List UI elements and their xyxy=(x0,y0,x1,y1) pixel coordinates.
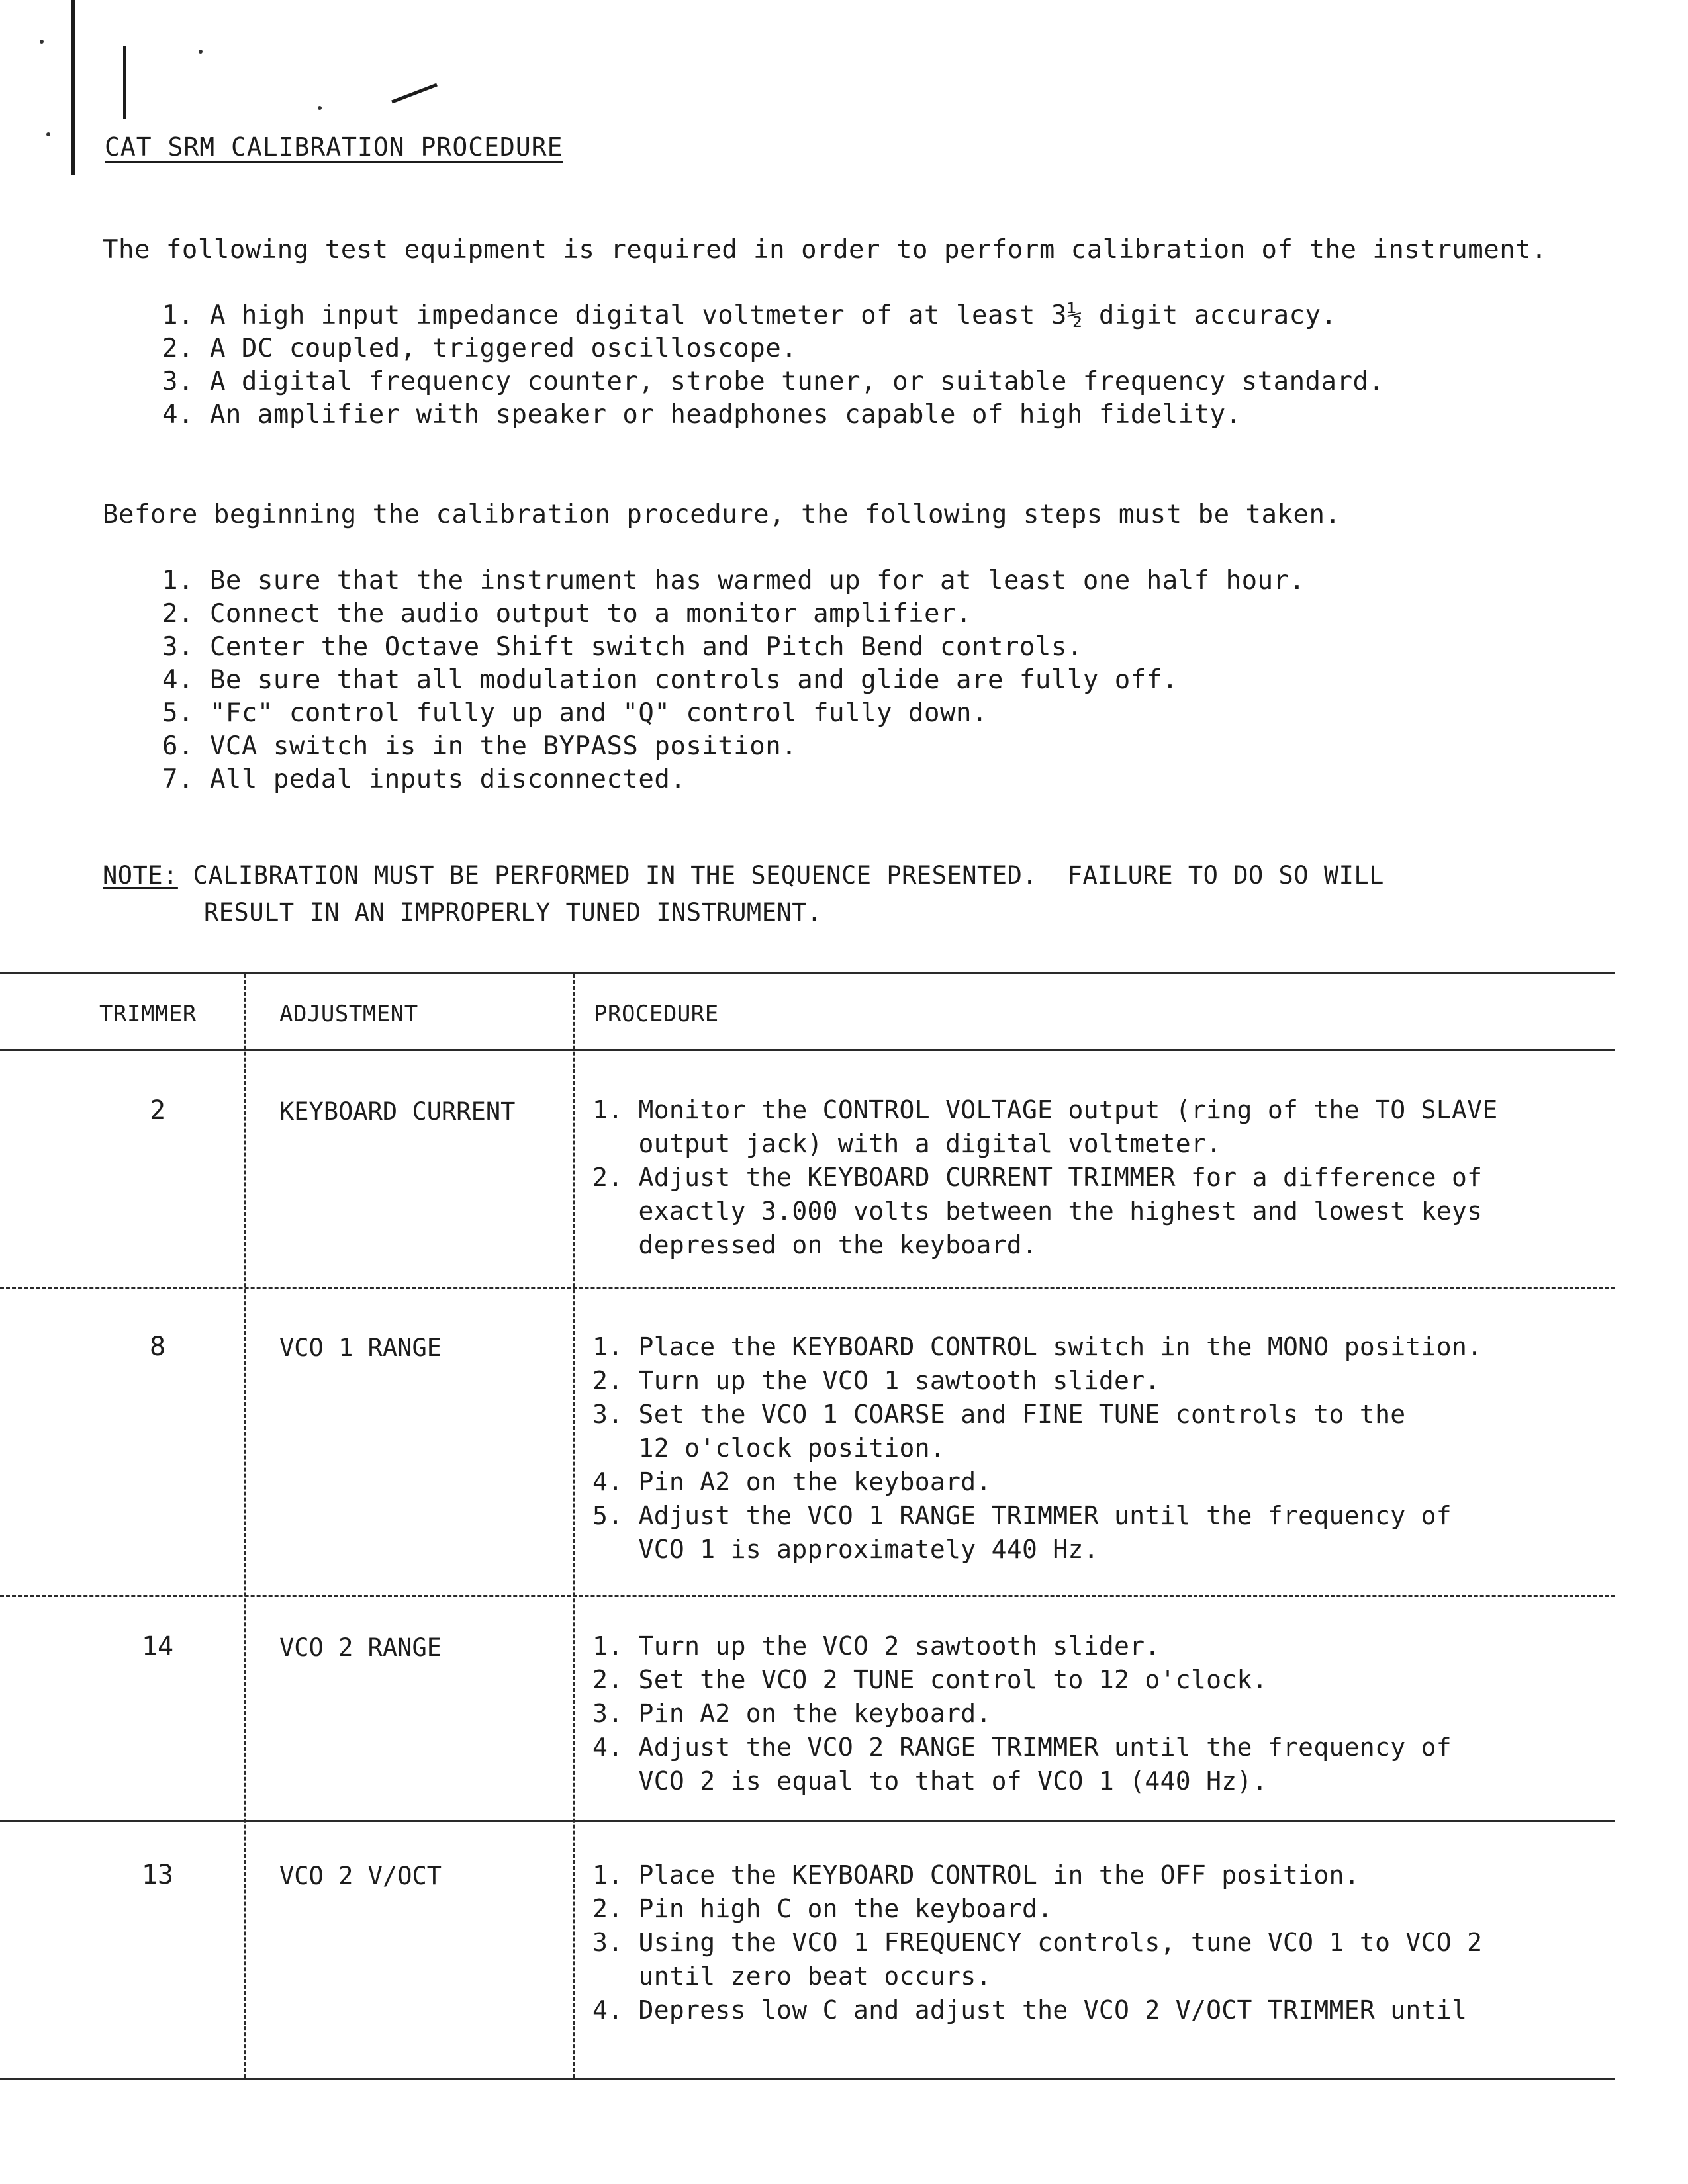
procedure-line: 1. Place the KEYBOARD CONTROL switch in the MONO position. xyxy=(592,1332,1483,1361)
list-item: 1. Be sure that the instrument has warmed up for at least one half hour. xyxy=(162,566,1305,596)
row-divider xyxy=(0,1820,1615,1822)
procedure-line: until zero beat occurs. xyxy=(592,1962,992,1991)
row-divider xyxy=(0,1595,1615,1597)
header-adjustment: ADJUSTMENT xyxy=(279,1001,418,1027)
trimmer-number: 2 xyxy=(149,1095,166,1126)
procedure-line: 3. Using the VCO 1 FREQUENCY controls, tune VCO 1 to VCO 2 xyxy=(592,1928,1483,1957)
column-divider xyxy=(573,974,575,2078)
procedure-line: depressed on the keyboard. xyxy=(592,1230,1038,1259)
list-item: 6. VCA switch is in the BYPASS position. xyxy=(162,731,798,761)
adjustment-name: VCO 2 RANGE xyxy=(279,1633,442,1662)
scan-speck xyxy=(46,132,50,136)
margin-mark xyxy=(123,46,126,119)
row-divider xyxy=(0,1287,1615,1289)
scan-speck xyxy=(318,106,322,110)
calibration-note xyxy=(103,857,1384,931)
adjustment-name: VCO 2 V/OCT xyxy=(279,1862,442,1890)
list-item: 1. A high input impedance digital voltmeter of at least 3½ digit accuracy. xyxy=(162,300,1337,330)
list-item: 3. Center the Octave Shift switch and Pitch Bend controls. xyxy=(162,632,1083,662)
procedure-line: VCO 2 is equal to that of VCO 1 (440 Hz). xyxy=(592,1766,1268,1796)
procedure-line: 4. Adjust the VCO 2 RANGE TRIMMER until the frequency of xyxy=(592,1733,1452,1762)
list-item: 2. A DC coupled, triggered oscilloscope. xyxy=(162,334,798,363)
column-divider xyxy=(244,974,246,2078)
note-label: NOTE: xyxy=(103,861,178,889)
table-top-rule xyxy=(0,972,1615,974)
procedure-steps xyxy=(592,1330,1599,1567)
trimmer-number: 8 xyxy=(149,1332,166,1362)
note-line-2: RESULT IN AN IMPROPERLY TUNED INSTRUMENT. xyxy=(204,898,822,927)
scan-speck xyxy=(199,50,203,54)
list-item: 3. A digital frequency counter, strobe tuner, or suitable frequency standard. xyxy=(162,367,1385,396)
procedure-steps xyxy=(592,1629,1599,1798)
procedure-line: 1. Place the KEYBOARD CONTROL in the OFF position. xyxy=(592,1860,1360,1889)
steps-list xyxy=(162,565,1305,796)
header-rule xyxy=(0,1049,1615,1051)
procedure-line: 2. Adjust the KEYBOARD CURRENT TRIMMER for a difference of xyxy=(592,1163,1483,1192)
procedure-line: 12 o'clock position. xyxy=(592,1433,946,1463)
procedure-line: 2. Set the VCO 2 TUNE control to 12 o'clock. xyxy=(592,1665,1268,1694)
procedure-line: 3. Set the VCO 1 COARSE and FINE TUNE controls to the xyxy=(592,1400,1406,1429)
list-item: 7. All pedal inputs disconnected. xyxy=(162,764,686,794)
procedure-line: VCO 1 is approximately 440 Hz. xyxy=(592,1535,1099,1564)
header-procedure: PROCEDURE xyxy=(594,1001,719,1027)
procedure-line: 5. Adjust the VCO 1 RANGE TRIMMER until the frequency of xyxy=(592,1501,1452,1530)
procedure-line: 2. Turn up the VCO 1 sawtooth slider. xyxy=(592,1366,1160,1395)
procedure-line: 4. Depress low C and adjust the VCO 2 V/OCT TRIMMER until xyxy=(592,1995,1468,2025)
adjustment-name: VCO 1 RANGE xyxy=(279,1334,442,1362)
pen-stroke-mark xyxy=(391,79,444,106)
page-title: CAT SRM CALIBRATION PROCEDURE xyxy=(105,132,563,161)
note-line-1: CALIBRATION MUST BE PERFORMED IN THE SEQUENCE PRESENTED. FAILURE TO DO SO WILL xyxy=(177,861,1384,889)
procedure-line: 3. Pin A2 on the keyboard. xyxy=(592,1699,992,1728)
trimmer-number: 13 xyxy=(141,1860,174,1890)
list-item: 4. An amplifier with speaker or headphones capable of high fidelity. xyxy=(162,400,1242,430)
list-item: 4. Be sure that all modulation controls and glide are fully off. xyxy=(162,665,1178,695)
procedure-line: output jack) with a digital voltmeter. xyxy=(592,1129,1222,1158)
list-item: 5. "Fc" control fully up and "Q" control fully down. xyxy=(162,698,988,728)
procedure-steps xyxy=(592,1093,1599,1262)
table-bottom-rule xyxy=(0,2078,1615,2080)
equipment-list xyxy=(162,299,1384,432)
procedure-line: 1. Turn up the VCO 2 sawtooth slider. xyxy=(592,1631,1160,1661)
procedure-line: 2. Pin high C on the keyboard. xyxy=(592,1894,1053,1923)
equipment-intro: The following test equipment is required in order to perform calibration of the instrument. xyxy=(103,235,1548,265)
trimmer-number: 14 xyxy=(141,1631,174,1662)
procedure-line: 1. Monitor the CONTROL VOLTAGE output (ring of the TO SLAVE xyxy=(592,1095,1498,1124)
procedure-line: 4. Pin A2 on the keyboard. xyxy=(592,1467,992,1496)
procedure-steps xyxy=(592,1858,1599,2027)
steps-intro: Before beginning the calibration procedure, the following steps must be taken. xyxy=(103,500,1341,529)
scan-speck xyxy=(40,40,44,44)
procedure-line: exactly 3.000 volts between the highest and lowest keys xyxy=(592,1197,1483,1226)
list-item: 2. Connect the audio output to a monitor amplifier. xyxy=(162,599,972,629)
adjustment-name: KEYBOARD CURRENT xyxy=(279,1097,516,1126)
left-margin-rule xyxy=(71,0,75,175)
header-trimmer: TRIMMER xyxy=(99,1001,197,1027)
